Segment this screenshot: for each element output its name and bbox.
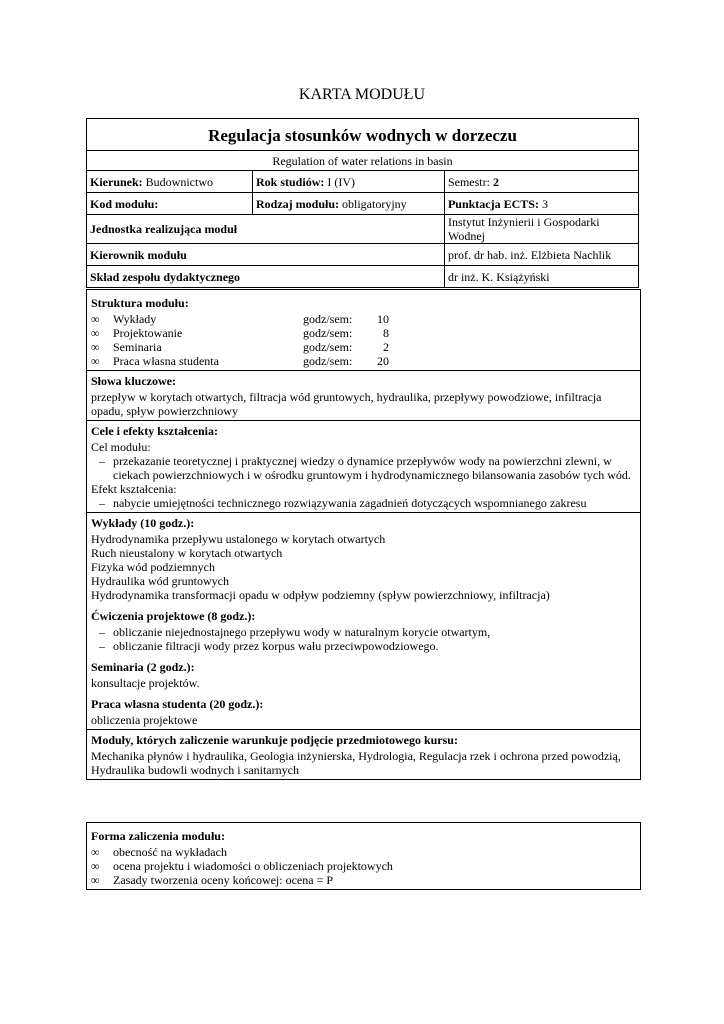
cwiczenia-item — [91, 625, 636, 639]
struktura-name: Projektowanie — [113, 326, 183, 340]
seminaria-heading: Seminaria (2 godz.): — [91, 660, 195, 674]
kod-label: Kod modułu: — [90, 196, 159, 211]
ects-label: Punktacja ECTS: — [447, 196, 539, 211]
infinity-bullet-icon: ∞ — [91, 354, 100, 368]
struktura-name: Seminaria — [113, 340, 162, 354]
kierownik-label: Kierownik modułu — [90, 247, 187, 262]
struktura-hours: 20 — [377, 354, 389, 368]
sklad-label-cell — [87, 266, 445, 288]
module-content-box — [86, 289, 641, 780]
rok-value: I (IV) — [327, 174, 356, 189]
struktura-hours: 2 — [383, 340, 389, 354]
struktura-hours: 8 — [383, 326, 389, 340]
infinity-bullet-icon: ∞ — [91, 340, 100, 354]
infinity-bullet-icon: ∞ — [91, 312, 100, 326]
rok-cell — [253, 171, 445, 193]
cwiczenia-heading: Ćwiczenia projektowe (8 godz.): — [91, 609, 256, 623]
forma-item — [91, 873, 636, 887]
kierunek-label: Kierunek: — [90, 174, 143, 189]
forma-item — [91, 845, 636, 859]
infinity-bullet-icon: ∞ — [91, 326, 100, 340]
forma-item-text: obecność na wykładach — [113, 845, 227, 859]
rodzaj-label: Rodzaj modułu: — [256, 196, 340, 211]
seminaria-text: konsultacje projektów. — [91, 676, 200, 690]
struktura-section — [87, 290, 640, 370]
wyklady-line: Hydrodynamika przepływu ustalonego w korytach otwartych — [91, 532, 386, 546]
praca-heading: Praca własna studenta (20 godz.): — [91, 697, 264, 711]
forma-item — [91, 859, 636, 873]
dash-bullet-icon: – — [99, 496, 105, 510]
jednostka-value: Instytut Inżynierii i Gospodarki Wodnej — [444, 215, 638, 244]
semestr-label: Semestr: — [447, 174, 490, 189]
slowa-text: przepływ w korytach otwartych, filtracja wód gruntowych, hydraulika, przepływy powodziowe, infiltracja opadu, spływ powierzchniowy — [91, 390, 602, 418]
struktura-hours: 10 — [377, 312, 389, 326]
struktura-heading: Struktura modułu: — [91, 296, 189, 310]
cwiczenia-item-text: obliczanie filtracji wody przez korpus wału przeciwpowodziowego. — [113, 639, 439, 653]
moduly-heading: Moduły, których zaliczenie warunkuje podjęcie przedmiotowego kursu: — [91, 733, 458, 747]
cel-item-text: przekazanie teoretycznej i praktycznej wiedzy o dynamice przepływów wody na powierzchni zlewni, w ciekach powierzchniowych i w ośrodku gruntowym i hydrodynamicznego bilansowania zasobów tych wód. — [113, 454, 631, 482]
cele-section — [87, 420, 640, 512]
struktura-row — [91, 340, 636, 354]
ects-cell — [444, 193, 638, 215]
efekt-item — [91, 496, 636, 510]
program-section — [87, 512, 640, 729]
kierownik-value: prof. dr hab. inż. Elżbieta Nachlik — [444, 244, 638, 266]
rodzaj-value: obligatoryjny — [342, 196, 407, 211]
kierownik-label-cell — [87, 244, 445, 266]
jednostka-label-cell — [87, 215, 445, 244]
infinity-bullet-icon: ∞ — [91, 873, 100, 887]
efekt-label: Efekt kształcenia: — [91, 482, 177, 496]
cel-label: Cel modułu: — [91, 440, 151, 454]
kod-cell — [87, 193, 253, 215]
wyklady-line: Ruch nieustalony w korytach otwartych — [91, 546, 283, 560]
semestr-cell — [444, 171, 638, 193]
forma-heading: Forma zaliczenia modułu: — [91, 829, 225, 843]
cele-heading: Cele i efekty kształcenia: — [91, 424, 218, 438]
forma-section — [87, 823, 640, 889]
rok-label: Rok studiów: — [256, 174, 325, 189]
module-header-table — [86, 118, 639, 288]
cwiczenia-item-text: obliczanie niejednostajnego przepływu wody w naturalnym korycie otwartym, — [113, 625, 491, 639]
jednostka-label: Jednostka realizująca moduł — [90, 222, 238, 236]
struktura-row — [91, 354, 636, 368]
struktura-unit: godz/sem: — [303, 340, 353, 354]
wyklady-heading: Wykłady (10 godz.): — [91, 516, 195, 530]
wyklady-line: Hydrodynamika transformacji opadu w odpływ podziemny (spływ powierzchniowy, infiltracja) — [91, 588, 550, 602]
dash-bullet-icon: – — [99, 625, 105, 639]
semestr-value: 2 — [492, 174, 499, 189]
sklad-value: dr inż. K. Książyński — [444, 266, 638, 288]
forma-box — [86, 822, 641, 890]
forma-item-text: Zasady tworzenia oceny końcowej: ocena = P — [113, 873, 334, 887]
wyklady-line: Fizyka wód podziemnych — [91, 560, 215, 574]
moduly-text: Mechanika płynów i hydraulika, Geologia inżynierska, Hydrologia, Regulacja rzek i ochrona przed powodzią, Hydraulika budowli wodnych i sanitarnych — [91, 749, 621, 777]
infinity-bullet-icon: ∞ — [91, 859, 100, 873]
forma-item-text: ocena projektu i wiadomości o obliczeniach projektowych — [113, 859, 393, 873]
dash-bullet-icon: – — [99, 639, 105, 653]
kierunek-cell — [87, 171, 253, 193]
document-title: KARTA MODUŁU — [298, 86, 426, 103]
module-title-pl: Regulacja stosunków wodnych w dorzeczu — [87, 119, 639, 151]
moduly-section — [87, 729, 640, 779]
cel-item — [91, 454, 636, 482]
sklad-label: Skład zespołu dydaktycznego — [90, 269, 241, 284]
struktura-name: Praca własna studenta — [113, 354, 219, 368]
kierunek-value: Budownictwo — [145, 174, 214, 189]
struktura-unit: godz/sem: — [303, 354, 353, 368]
dash-bullet-icon: – — [99, 454, 105, 468]
rodzaj-cell — [253, 193, 445, 215]
cwiczenia-item — [91, 639, 636, 653]
ects-value: 3 — [541, 196, 548, 211]
struktura-unit: godz/sem: — [303, 312, 353, 326]
praca-text: obliczenia projektowe — [91, 713, 198, 727]
struktura-row — [91, 326, 636, 340]
struktura-row — [91, 312, 636, 326]
struktura-name: Wykłady — [113, 312, 157, 326]
slowa-section — [87, 370, 640, 420]
struktura-unit: godz/sem: — [303, 326, 353, 340]
wyklady-line: Hydraulika wód gruntowych — [91, 574, 229, 588]
efekt-item-text: nabycie umiejętności technicznego rozwiązywania zagadnień dotyczących wspomnianego zakresu — [113, 496, 587, 510]
module-title-en: Regulation of water relations in basin — [87, 151, 639, 171]
slowa-heading: Słowa kluczowe: — [91, 374, 176, 388]
infinity-bullet-icon: ∞ — [91, 845, 100, 859]
